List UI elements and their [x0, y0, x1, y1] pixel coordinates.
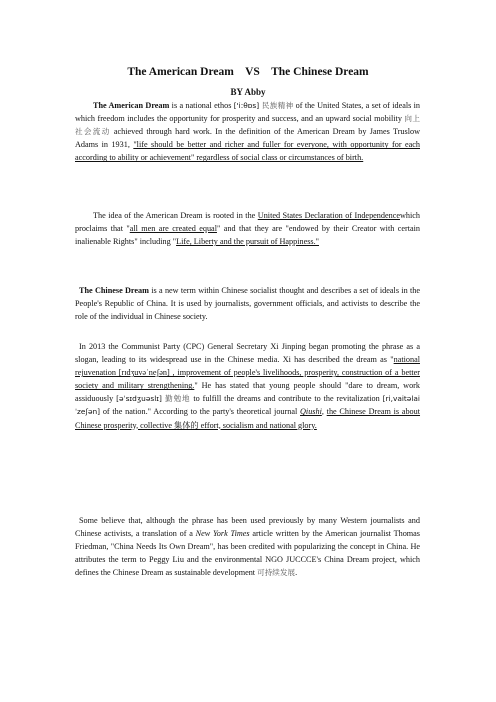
text-run: is a new term within Chinese socialist thought and describes a set of ideals in the People's Republic of China. It is used by journalists, government officials, and activists to describe the role of the individual in Chinese society. [75, 286, 420, 322]
chinese-gloss-mobility: 向上社会流动 [75, 114, 420, 137]
paragraph-chinese-dream-definition [75, 284, 420, 323]
text-run: of the United States, a set of ideals in which freedom includes the opportunity for prosperity and success, and an upward social mobility [75, 101, 420, 124]
chinese-gloss-ethos: 民族精神 [259, 101, 294, 110]
equality-quote: all men are created equal [129, 224, 217, 234]
rights-quote: Life, Liberty and the pursuit of Happiness." [176, 237, 320, 247]
term-chinese-dream: The Chinese Dream [79, 286, 149, 295]
text-run: " He has stated that young people should "dare to dream, work assiduously [75, 381, 420, 404]
text-run: of the nation." According to the party's theoretical journal [100, 407, 301, 417]
paragraph-declaration-of-independence [75, 209, 420, 248]
qiushi-journal: Qiushi [300, 407, 322, 417]
paragraph-xi-jinping-slogan [75, 340, 420, 432]
text-run: In 2013 the Communist Party (CPC) General Secretary Xi Jinping began promoting the phrase as a slogan, leading to its widespread use in the Chinese media. Xi has described the dream as " [75, 342, 420, 365]
paragraph-friedman-origin [75, 514, 420, 579]
text-run: is a national ethos [169, 101, 234, 110]
text-run: article written by the American journalist Thomas Friedman, "China Needs Its Own Dream", has been credited with popularizing the concept in China. He attributes the term to Peggy Liu and the environmental NGO JUCCCE's China Dream project, which defines the Chinese Dream as sustainable development [75, 529, 420, 578]
chinese-gloss-assiduously: 勤勉地 [161, 394, 191, 404]
paragraph-american-dream-definition [75, 99, 420, 164]
declaration-reference: United States Declaration of Independence [257, 211, 400, 220]
text-run: Some believe that, although the phrase has been used previously by many Western journalists and Chinese activists, a translation of a [75, 516, 420, 539]
text-run: " and that they are "endowed by their Creator with certain inalienable Rights" including " [75, 224, 421, 247]
phonetic-revitalization: [ri,vaitəlaiˈzeʃən] [75, 394, 420, 417]
phonetic-ethos: ['i:θɒs] [233, 101, 260, 110]
adams-quote: "life should be better and richer and fuller for everyone, with opportunity for each according to ability or achievement" regardless of social class or circumstances of birth. [75, 140, 420, 163]
text-run: . [295, 568, 298, 578]
text-run: , [321, 407, 327, 417]
qiushi-quote: the Chinese Dream is about Chinese prosperity, collective 集体的 effort, socialism and national glory. [75, 407, 421, 430]
text-run: The idea of the American Dream is rooted in the [93, 211, 258, 220]
text-run: achieved through hard work. In the definition of the American Dream by James Truslow Adams in 1931, [75, 127, 420, 150]
chinese-gloss-sustainable: 可持续发展 [257, 568, 296, 578]
text-run: which proclaims that " [75, 211, 420, 234]
term-american-dream: The American Dream [93, 101, 170, 110]
nyt-reference: New York Times [195, 529, 250, 539]
document-title: The American Dream VS The Chinese Dream [127, 66, 369, 78]
rejuvenation-quote: national rejuvenation [rɪdʒuvəˈneʃən] , improvement of people's livelihoods, prosperity, construction of a better society and military strengthening. [75, 355, 420, 391]
document-author: BY Abby [230, 87, 266, 97]
text-run: to fulfill the dreams and contribute to the revitalization [190, 394, 383, 404]
phonetic-assiduously: [əˈsɪdʒuəslɪ] [116, 394, 162, 404]
